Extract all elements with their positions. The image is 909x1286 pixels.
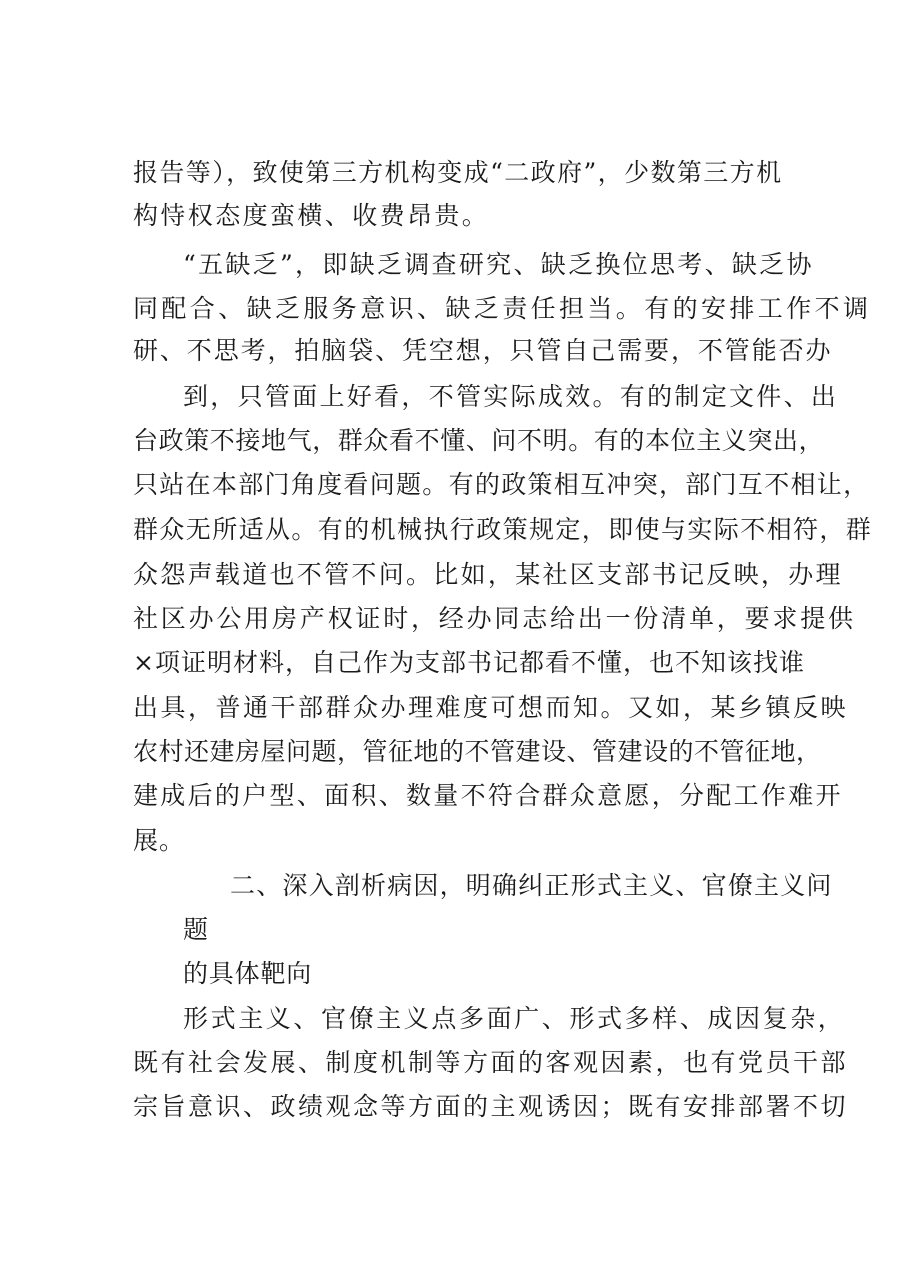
section-heading: 二、深入剖析病因，明确纠正形式主义、官僚主义问 [230, 871, 833, 900]
text-line: 构恃权态度蛮横、收费昂贵。 [133, 201, 490, 230]
section-heading: 的具体靶向 [183, 959, 313, 988]
text-line: 建成后的户型、面积、数量不符合群众意愿，分配工作难开 [133, 781, 843, 810]
text-line: 报告等），致使第三方机构变成“二政府”，少数第三方机 [133, 158, 783, 187]
text-line: 只站在本部门角度看问题。有的政策相互冲突，部门互不相让， [133, 470, 870, 499]
text-line: ×项证明材料，自己作为支部书记都看不懂，也不知该找谁 [133, 648, 805, 677]
text-line: 社区办公用房产权证时，经办同志给出一份清单，要求提供 [133, 604, 856, 633]
text-line: “五缺乏”，即缺乏调查研究、缺乏换位思考、缺乏协 [183, 250, 814, 279]
text-line: 研、不思考，拍脑袋、凭空想，只管自己需要，不管能否办 [133, 336, 833, 365]
text-line: 展。 [133, 826, 186, 855]
text-line: 众怨声载道也不管不问。比如，某社区支部书记反映，办理 [133, 560, 843, 589]
text-line: 同配合、缺乏服务意识、缺乏责任担当。有的安排工作不调 [133, 294, 872, 323]
text-line: 到，只管面上好看，不管实际成效。有的制定文件、出 [183, 382, 839, 411]
text-line: 群众无所适从。有的机械执行政策规定，即使与实际不相符，群 [133, 515, 873, 544]
text-line: 宗旨意识、政绩观念等方面的主观诱因；既有安排部署不切 [133, 1092, 849, 1121]
text-line: 台政策不接地气，群众看不懂、问不明。有的本位主义突出， [133, 426, 825, 455]
section-heading: 题 [183, 915, 210, 944]
text-line: 既有社会发展、制度机制等方面的客观因素，也有党员干部 [133, 1048, 849, 1077]
text-line: 出具，普通干部群众办理难度可想而知。又如，某乡镇反映 [133, 693, 849, 722]
text-line: 形式主义、官僚主义点多面广、形式多样、成因复杂， [183, 1004, 846, 1033]
text-line: 农村还建房屋问题，管征地的不管建设、管建设的不管征地， [133, 737, 822, 766]
